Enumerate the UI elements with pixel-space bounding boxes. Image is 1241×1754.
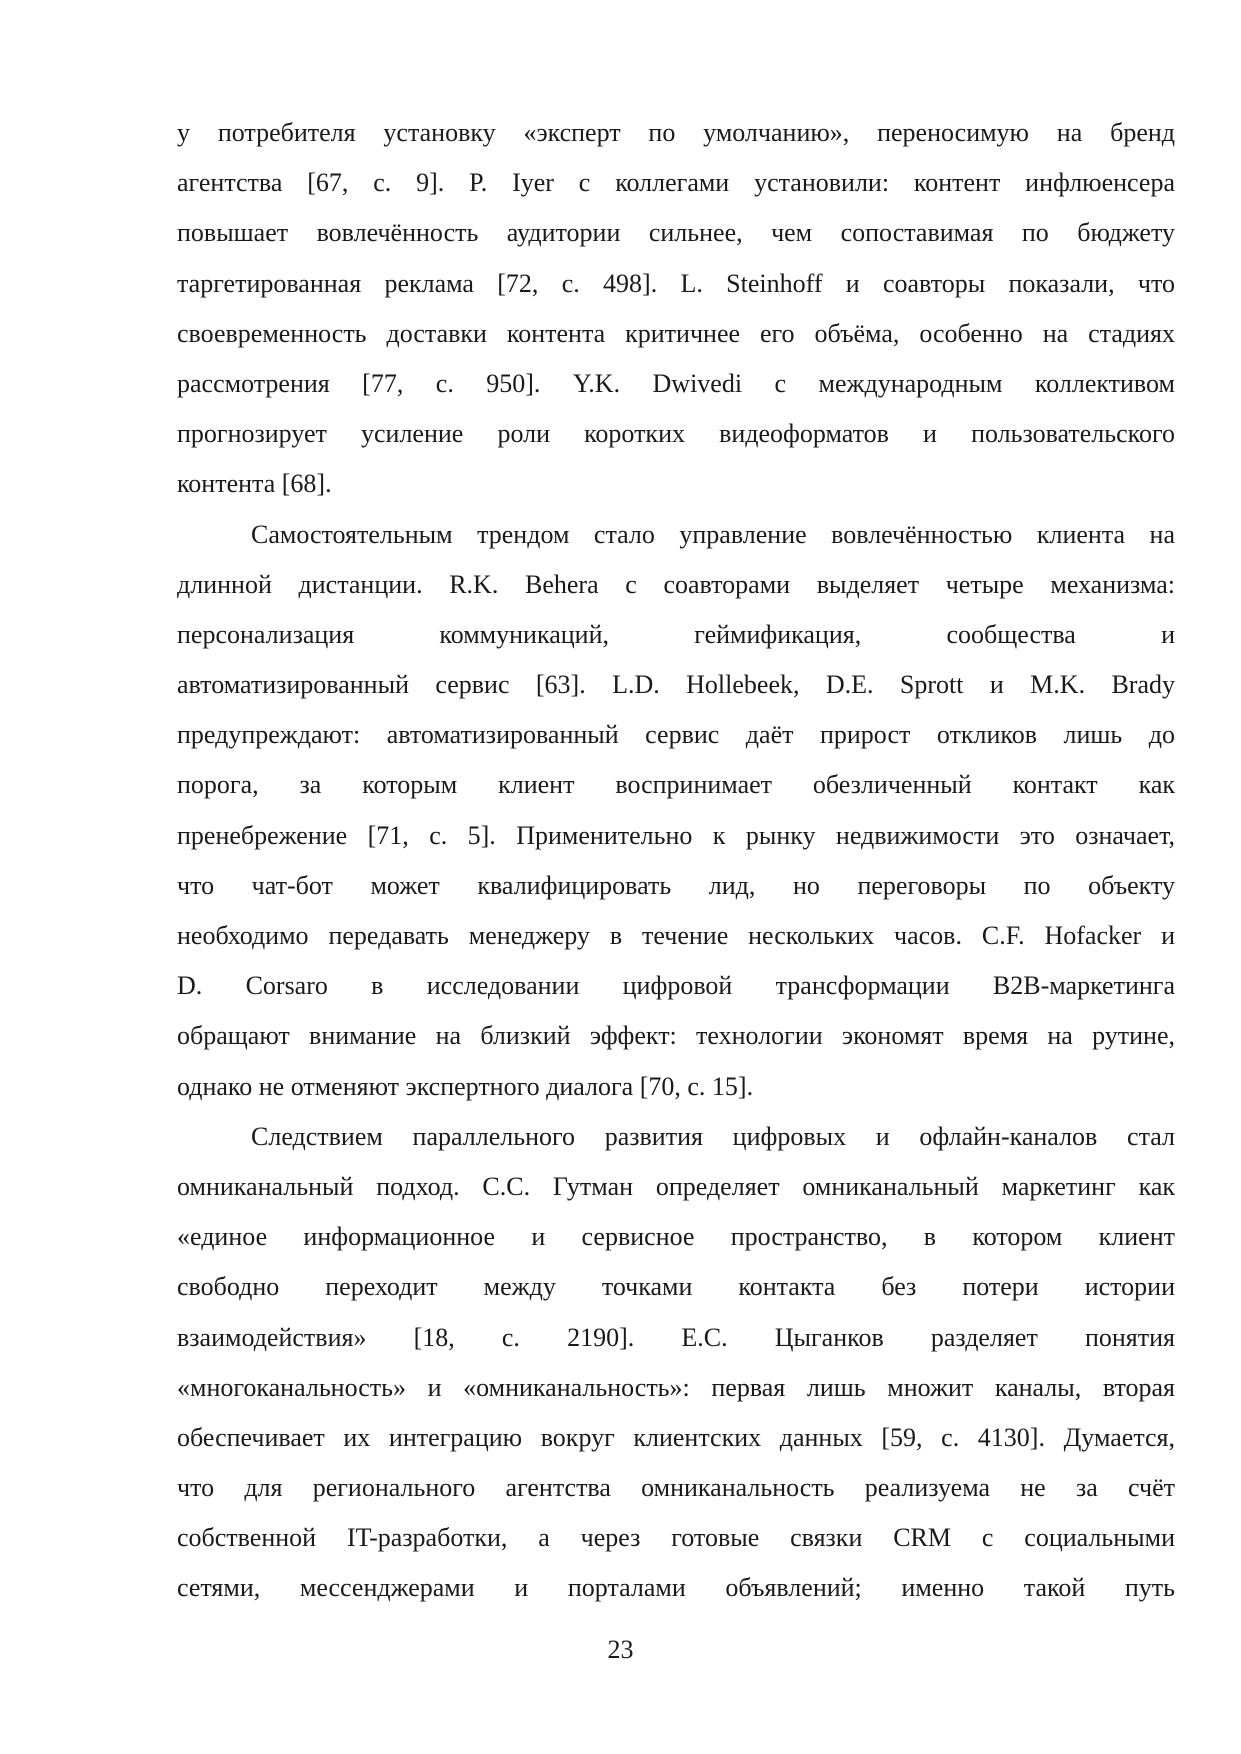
text-line: взаимодействия» [18, с. 2190]. Е.С. Цыганков разделяет понятия [177,1322,1175,1352]
page-number: 23 [607,1635,634,1664]
paragraph-start-line: Следствием параллельного развития цифровых и офлайн-каналов стал [251,1121,1175,1151]
text-line: прогнозирует усиление роли коротких видеоформатов и пользовательского [177,419,1175,449]
text-line: пренебрежение [71, с. 5]. Применительно к рынку недвижимости это означает, [177,820,1175,850]
text-line: обеспечивает их интеграцию вокруг клиентских данных [59, с. 4130]. Думается, [177,1422,1175,1452]
text-line: омниканальный подход. С.С. Гутман определяет омниканальный маркетинг как [177,1171,1175,1201]
text-line: порога, за которым клиент воспринимает обезличенный контакт как [177,770,1175,800]
text-line: собственной IT-разработки, а через готовые связки CRM с социальными [177,1523,1175,1553]
text-line: обращают внимание на близкий эффект: технологии экономят время на рутине, [177,1021,1175,1051]
text-line: у потребителя установку «эксперт по умолчанию», переносимую на бренд [177,118,1175,147]
text-line: агентства [67, с. 9]. P. Iyer с коллегами установили: контент инфлюенсера [177,168,1175,198]
text-line: необходимо передавать менеджеру в течение нескольких часов. C.F. Hofacker и [177,921,1175,950]
text-line: однако не отменяют экспертного диалога [70, с. 15]. [177,1071,754,1101]
text-line: свободно переходит между точками контакта без потери истории [177,1272,1175,1302]
text-line: сетями, мессенджерами и порталами объявлений; именно такой путь [177,1573,1175,1603]
text-line: контента [68]. [177,469,332,499]
text-line: своевременность доставки контента критичнее его объёма, особенно на стадиях [177,318,1175,348]
text-line: что для регионального агентства омниканальность реализуема не за счёт [177,1473,1175,1503]
text-line: D. Corsaro в исследовании цифровой трансформации B2B-маркетинга [177,971,1175,1001]
text-line: повышает вовлечённость аудитории сильнее, чем сопоставимая по бюджету [177,218,1175,248]
text-line: персонализация коммуникаций, геймификация, сообщества и [177,619,1175,649]
text-line: что чат-бот может квалифицировать лид, но переговоры по объекту [177,870,1175,900]
text-line: автоматизированный сервис [63]. L.D. Hollebeek, D.E. Sprott и M.K. Brady [177,670,1175,700]
text-line: предупреждают: автоматизированный сервис даёт прирост откликов лишь до [177,720,1175,750]
text-line: длинной дистанции. R.K. Behera с соавторами выделяет четыре механизма: [177,569,1175,599]
text-line: рассмотрения [77, с. 950]. Y.K. Dwivedi с международным коллективом [177,368,1175,398]
text-line: таргетированная реклама [72, с. 498]. L. Steinhoff и соавторы показали, что [177,268,1175,298]
text-line: «единое информационное и сервисное пространство, в котором клиент [177,1222,1175,1252]
text-line: «многоканальность» и «омниканальность»: первая лишь множит каналы, вторая [177,1372,1175,1402]
body-text [177,108,1175,1614]
paragraph-start-line: Самостоятельным трендом стало управление вовлечённостью клиента на [251,519,1175,549]
